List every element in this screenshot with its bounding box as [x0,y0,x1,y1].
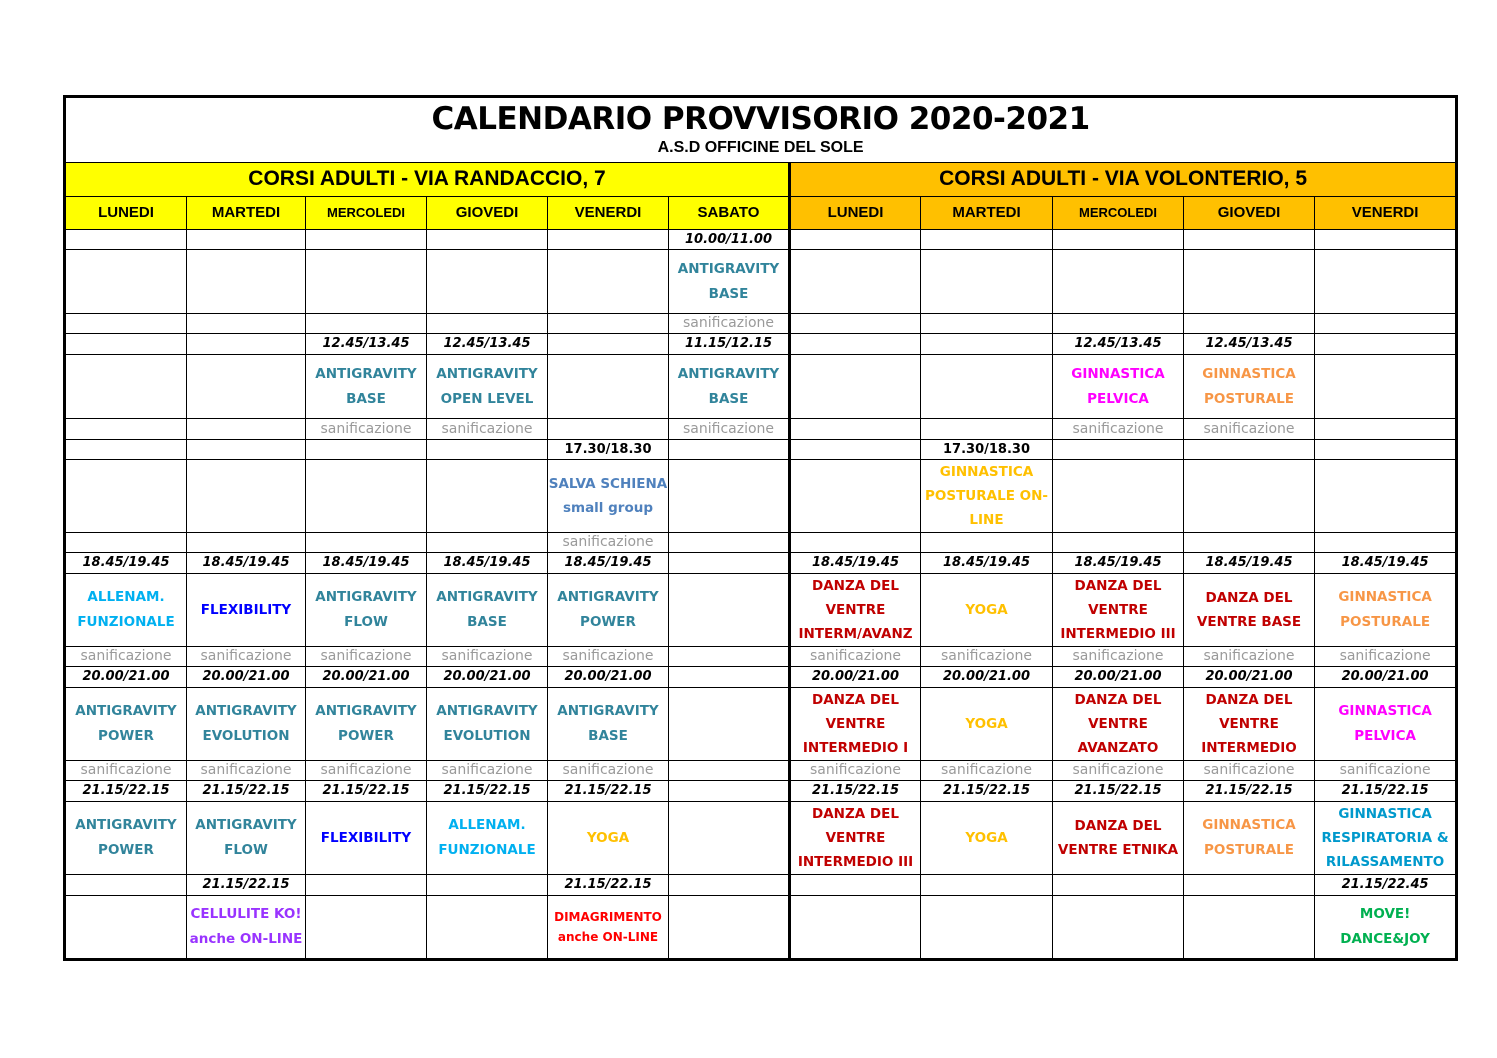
schedule-table [63,95,1458,961]
sanitization-note: sanificazione [1315,761,1457,781]
empty-cell [1053,230,1184,250]
empty-cell [306,896,427,960]
empty-cell [1053,440,1184,460]
empty-cell [669,688,790,761]
empty-cell [427,230,548,250]
time-slot: 11.15/12.15 [669,334,790,355]
class-cell: ANTIGRAVITY BASE [306,355,427,419]
time-slot: 21.15/22.15 [548,875,669,896]
empty-cell [1053,314,1184,334]
sanitization-note: sanificazione [427,761,548,781]
class-cell: DANZA DEL VENTRE INTERMEDIO [1184,688,1315,761]
class-cell: ANTIGRAVITY BASE [548,688,669,761]
class-cell: ANTIGRAVITY POWER [65,688,187,761]
empty-cell [427,896,548,960]
empty-cell [921,896,1053,960]
empty-cell [1315,355,1457,419]
class-cell: ANTIGRAVITY BASE [669,250,790,314]
empty-cell [65,896,187,960]
class-cell: SALVA SCHIENA small group [548,460,669,533]
empty-cell [1315,533,1457,553]
empty-cell [790,250,921,314]
empty-cell [1053,875,1184,896]
time-slot: 21.15/22.45 [1315,875,1457,896]
time-slot: 18.45/19.45 [921,553,1053,574]
empty-cell [921,230,1053,250]
sanitization-note: sanificazione [1053,419,1184,440]
location-randaccio: CORSI ADULTI - VIA RANDACCIO, 7 [65,163,790,197]
empty-cell [1184,533,1315,553]
empty-cell [1315,419,1457,440]
empty-cell [187,250,306,314]
sanitization-note: sanificazione [65,647,187,667]
time-slot: 12.45/13.45 [427,334,548,355]
empty-cell [921,355,1053,419]
empty-cell [669,440,790,460]
day-header: LUNEDI [790,197,921,230]
empty-cell [187,419,306,440]
empty-cell [427,875,548,896]
empty-cell [65,250,187,314]
empty-cell [790,875,921,896]
sanitization-note: sanificazione [1184,647,1315,667]
class-cell: MOVE! DANCE&JOY [1315,896,1457,960]
empty-cell [65,334,187,355]
time-slot: 12.45/13.45 [1184,334,1315,355]
location-volonterio: CORSI ADULTI - VIA VOLONTERIO, 5 [790,163,1457,197]
sanitization-note: sanificazione [427,419,548,440]
sanitization-note: sanificazione [921,647,1053,667]
empty-cell [1315,460,1457,533]
class-cell: DANZA DEL VENTRE INTERMEDIO III [1053,574,1184,647]
class-cell: DANZA DEL VENTRE INTERM/AVANZ [790,574,921,647]
empty-cell [1315,314,1457,334]
sanitization-note: sanificazione [65,761,187,781]
empty-cell [306,250,427,314]
empty-cell [790,334,921,355]
class-cell: GINNASTICA PELVICA [1315,688,1457,761]
time-slot: 20.00/21.00 [548,667,669,688]
empty-cell [65,460,187,533]
class-cell: ANTIGRAVITY POWER [65,802,187,875]
empty-cell [187,314,306,334]
time-slot: 20.00/21.00 [1053,667,1184,688]
class-cell: GINNASTICA POSTURALE [1315,574,1457,647]
empty-cell [669,574,790,647]
sanitization-note: sanificazione [548,647,669,667]
empty-cell [65,533,187,553]
empty-cell [306,460,427,533]
sanitization-note: sanificazione [548,761,669,781]
time-slot: 20.00/21.00 [1184,667,1315,688]
empty-cell [1184,896,1315,960]
empty-cell [669,896,790,960]
empty-cell [669,460,790,533]
time-slot: 21.15/22.15 [1184,781,1315,802]
empty-cell [1053,250,1184,314]
time-slot: 20.00/21.00 [306,667,427,688]
sanitization-note: sanificazione [1184,761,1315,781]
class-cell: ANTIGRAVITY EVOLUTION [427,688,548,761]
class-cell: GINNASTICA POSTURALE [1184,355,1315,419]
empty-cell [921,250,1053,314]
time-slot: 21.15/22.15 [790,781,921,802]
day-header: SABATO [669,197,790,230]
class-cell: YOGA [921,574,1053,647]
empty-cell [1315,440,1457,460]
empty-cell [669,875,790,896]
empty-cell [187,355,306,419]
day-header: GIOVEDI [427,197,548,230]
class-cell: ANTIGRAVITY POWER [548,574,669,647]
empty-cell [548,314,669,334]
class-cell: DANZA DEL VENTRE INTERMEDIO I [790,688,921,761]
empty-cell [921,314,1053,334]
empty-cell [427,460,548,533]
empty-cell [1053,896,1184,960]
class-cell: GINNASTICA RESPIRATORIA & RILASSAMENTO [1315,802,1457,875]
empty-cell [921,419,1053,440]
empty-cell [669,533,790,553]
empty-cell [1315,334,1457,355]
class-cell: YOGA [921,802,1053,875]
empty-cell [65,440,187,460]
time-slot: 18.45/19.45 [790,553,921,574]
time-slot: 18.45/19.45 [427,553,548,574]
class-cell: DANZA DEL VENTRE ETNIKA [1053,802,1184,875]
class-cell: FLEXIBILITY [187,574,306,647]
class-cell: ANTIGRAVITY FLOW [306,574,427,647]
class-cell: YOGA [921,688,1053,761]
empty-cell [921,533,1053,553]
day-header: VENERDI [1315,197,1457,230]
time-slot: 20.00/21.00 [427,667,548,688]
time-slot: 18.45/19.45 [1315,553,1457,574]
sanitization-note: sanificazione [790,761,921,781]
empty-cell [306,230,427,250]
empty-cell [790,896,921,960]
page-title: CALENDARIO PROVVISORIO 2020-2021 [65,97,1457,136]
empty-cell [790,440,921,460]
class-cell: GINNASTICA POSTURALE [1184,802,1315,875]
empty-cell [669,647,790,667]
sanitization-note: sanificazione [921,761,1053,781]
empty-cell [65,419,187,440]
sanitization-note: sanificazione [427,647,548,667]
class-cell: ALLENAM. FUNZIONALE [65,574,187,647]
day-header: MARTEDI [187,197,306,230]
empty-cell [669,667,790,688]
empty-cell [548,334,669,355]
sanitization-note: sanificazione [187,761,306,781]
class-cell: FLEXIBILITY [306,802,427,875]
empty-cell [1315,250,1457,314]
time-slot: 20.00/21.00 [921,667,1053,688]
empty-cell [306,533,427,553]
time-slot: 21.15/22.15 [65,781,187,802]
empty-cell [1184,230,1315,250]
time-slot: 17.30/18.30 [548,440,669,460]
time-slot: 18.45/19.45 [187,553,306,574]
empty-cell [187,230,306,250]
empty-cell [187,440,306,460]
day-header: MERCOLEDI [1053,197,1184,230]
sanitization-note: sanificazione [306,419,427,440]
empty-cell [1184,440,1315,460]
empty-cell [790,230,921,250]
empty-cell [187,533,306,553]
class-cell: ANTIGRAVITY FLOW [187,802,306,875]
sanitization-note: sanificazione [1053,761,1184,781]
empty-cell [427,533,548,553]
time-slot: 21.15/22.15 [1315,781,1457,802]
empty-cell [790,533,921,553]
time-slot: 18.45/19.45 [1053,553,1184,574]
time-slot: 20.00/21.00 [1315,667,1457,688]
class-cell: DIMAGRIMENTO anche ON-LINE [548,896,669,960]
empty-cell [1184,875,1315,896]
sanitization-note: sanificazione [790,647,921,667]
sanitization-note: sanificazione [187,647,306,667]
empty-cell [790,419,921,440]
class-cell: DANZA DEL VENTRE BASE [1184,574,1315,647]
empty-cell [790,460,921,533]
empty-cell [790,355,921,419]
sanitization-note: sanificazione [1053,647,1184,667]
time-slot: 12.45/13.45 [1053,334,1184,355]
time-slot: 18.45/19.45 [1184,553,1315,574]
class-cell: ANTIGRAVITY POWER [306,688,427,761]
time-slot: 21.15/22.15 [921,781,1053,802]
time-slot: 18.45/19.45 [548,553,669,574]
time-slot: 21.15/22.15 [1053,781,1184,802]
empty-cell [187,460,306,533]
empty-cell [1184,314,1315,334]
empty-cell [306,440,427,460]
class-cell: GINNASTICA POSTURALE ON-LINE [921,460,1053,533]
empty-cell [669,781,790,802]
time-slot: 21.15/22.15 [187,875,306,896]
sanitization-note: sanificazione [306,761,427,781]
page-subtitle: A.S.D OFFICINE DEL SOLE [65,136,1457,163]
sanitization-note: sanificazione [1315,647,1457,667]
sanitization-note: sanificazione [548,533,669,553]
empty-cell [65,355,187,419]
day-header: MERCOLEDI [306,197,427,230]
sanitization-note: sanificazione [669,419,790,440]
class-cell: ANTIGRAVITY BASE [427,574,548,647]
class-cell: DANZA DEL VENTRE AVANZATO [1053,688,1184,761]
time-slot: 20.00/21.00 [790,667,921,688]
class-cell: ANTIGRAVITY EVOLUTION [187,688,306,761]
class-cell: DANZA DEL VENTRE INTERMEDIO III [790,802,921,875]
empty-cell [65,875,187,896]
empty-cell [187,334,306,355]
empty-cell [1184,460,1315,533]
day-header: GIOVEDI [1184,197,1315,230]
empty-cell [65,314,187,334]
time-slot: 17.30/18.30 [921,440,1053,460]
class-cell: ANTIGRAVITY BASE [669,355,790,419]
empty-cell [548,230,669,250]
empty-cell [306,875,427,896]
day-header: MARTEDI [921,197,1053,230]
empty-cell [427,250,548,314]
empty-cell [427,440,548,460]
empty-cell [427,314,548,334]
empty-cell [669,761,790,781]
time-slot: 21.15/22.15 [306,781,427,802]
class-cell: ANTIGRAVITY OPEN LEVEL [427,355,548,419]
empty-cell [548,419,669,440]
empty-cell [1053,533,1184,553]
sanitization-note: sanificazione [306,647,427,667]
time-slot: 21.15/22.15 [548,781,669,802]
time-slot: 10.00/11.00 [669,230,790,250]
empty-cell [1315,230,1457,250]
time-slot: 20.00/21.00 [187,667,306,688]
empty-cell [1184,250,1315,314]
empty-cell [548,355,669,419]
empty-cell [306,314,427,334]
class-cell: ALLENAM. FUNZIONALE [427,802,548,875]
empty-cell [669,802,790,875]
empty-cell [669,553,790,574]
empty-cell [921,334,1053,355]
class-cell: YOGA [548,802,669,875]
time-slot: 18.45/19.45 [306,553,427,574]
time-slot: 21.15/22.15 [427,781,548,802]
time-slot: 12.45/13.45 [306,334,427,355]
sanitization-note: sanificazione [669,314,790,334]
day-header: VENERDI [548,197,669,230]
day-header: LUNEDI [65,197,187,230]
time-slot: 21.15/22.15 [187,781,306,802]
empty-cell [790,314,921,334]
empty-cell [921,875,1053,896]
class-cell: GINNASTICA PELVICA [1053,355,1184,419]
empty-cell [65,230,187,250]
empty-cell [1053,460,1184,533]
empty-cell [548,250,669,314]
sanitization-note: sanificazione [1184,419,1315,440]
time-slot: 18.45/19.45 [65,553,187,574]
time-slot: 20.00/21.00 [65,667,187,688]
class-cell: CELLULITE KO! anche ON-LINE [187,896,306,960]
